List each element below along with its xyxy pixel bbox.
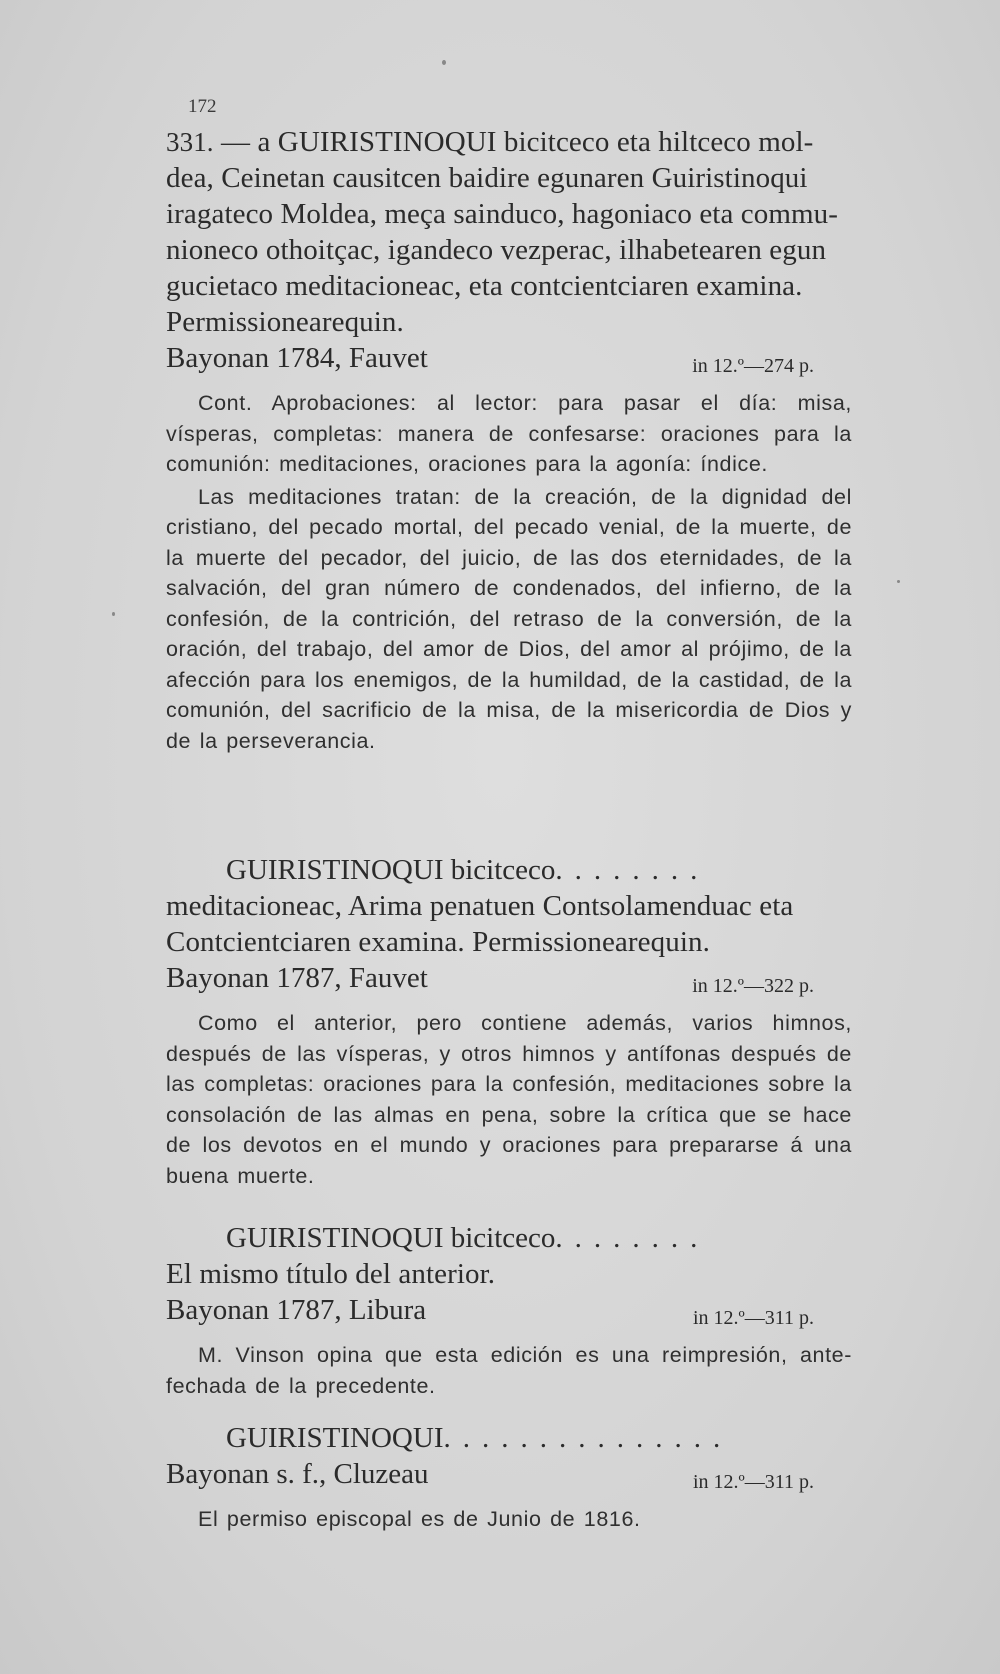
imprint (166, 1292, 852, 1336)
title-line: Contcientciaren examina. Permissionearequin. (166, 926, 710, 958)
title-line: dea, Ceinetan causitcen baidire egunaren Guiristinoqui (166, 162, 808, 194)
entry-cluzeau (166, 1420, 852, 1535)
title-line: GUIRISTINOQUI bicitceco eta hiltceco mol- (277, 126, 814, 158)
imprint-place: Bayonan s. f., Cluzeau (166, 1458, 429, 1490)
title-line: nioneco othoitçac, igandeco vezperac, ilhabetearen egun (166, 234, 827, 266)
imprint-place: Bayonan 1787, Libura (166, 1294, 427, 1326)
leader-dots: ........ (555, 1222, 710, 1254)
note-paragraph: El permiso episcopal es de Junio de 1816. (198, 1507, 641, 1531)
entry-title (166, 888, 852, 960)
imprint-place: Bayonan 1787, Fauvet (166, 962, 428, 994)
paper-speck (897, 580, 900, 583)
entry-heading (166, 852, 852, 888)
entry-heading (166, 1220, 852, 1256)
heading-title: GUIRISTINOQUI (226, 1422, 444, 1454)
leader-dots: ............... (443, 1422, 733, 1454)
imprint-format: in 12.º—311 p. (692, 1471, 814, 1493)
note-paragraph: Las meditaciones tratan: de la creación, de la dignidad del cristiano, del pecado mortal, del pecado venial, de la muerte, de la muerte del pecador, del juicio, de las dos eternidades, de la salvación, del gran número de condenados, del infierno, de la confesión, de la contrición, del retraso de la conversión, de la oración, del trabajo, del amor de Dios, del amor al prójimo, de la afección para los enemigos, de la humildad, de la castidad, de la comunión, del sacrificio de la misa, de la misericordia de Dios y de la perseverancia. (166, 484, 852, 753)
note-paragraph: M. Vinson opina que esta edición es una reimpresión, ante-fechada de la precedente. (166, 1343, 852, 1398)
entry-number: 331. (166, 127, 214, 157)
entry-dash: — a (221, 126, 271, 158)
imprint (166, 1456, 852, 1500)
entry-heading (166, 1420, 852, 1456)
title-line: iragateco Moldea, meça sainduco, hagoniaco eta commu- (166, 198, 839, 230)
imprint-format: in 12.º—274 p. (692, 355, 814, 377)
paper-speck (442, 60, 446, 65)
title-line: gucietaco meditacioneac, eta contcientciaren examina. (166, 270, 803, 302)
page-number: 172 (188, 96, 217, 117)
imprint-format: in 12.º—322 p. (692, 975, 814, 997)
heading-title: GUIRISTINOQUI bicitceco (226, 1222, 556, 1254)
imprint (166, 960, 852, 1004)
leader-dots: ........ (555, 854, 710, 886)
note-paragraph: Cont. Aprobaciones: al lector: para pasar el día: misa, vísperas, completas: manera de confesarse: oraciones para la comunión: meditaciones, oraciones para la agonía: índice. (166, 391, 852, 476)
imprint-format: in 12.º—311 p. (692, 1307, 814, 1329)
title-line: El mismo título del anterior. (166, 1258, 496, 1290)
title-line: meditacioneac, Arima penatuen Contsolamenduac eta (166, 890, 794, 922)
entry-title (166, 1256, 852, 1292)
entry-title (166, 124, 852, 340)
imprint (166, 340, 852, 384)
entry-1787-fauvet (166, 852, 852, 1191)
heading-title: GUIRISTINOQUI bicitceco (226, 854, 556, 886)
imprint-place: Bayonan 1784, Fauvet (166, 342, 428, 374)
entry-331 (166, 124, 852, 756)
entry-1787-libura (166, 1220, 852, 1401)
title-line: Permissionearequin. (166, 306, 404, 338)
note-paragraph: Como el anterior, pero contiene además, varios himnos, después de las vísperas, y otros himnos y antífonas después de las completas: oraciones para la confesión, meditaciones sobre la consolación de las almas en pena, sobre la crítica que se hace de los devotos en el mundo y oraciones para prepararse á una buena muerte. (166, 1011, 852, 1188)
paper-speck (112, 612, 115, 616)
